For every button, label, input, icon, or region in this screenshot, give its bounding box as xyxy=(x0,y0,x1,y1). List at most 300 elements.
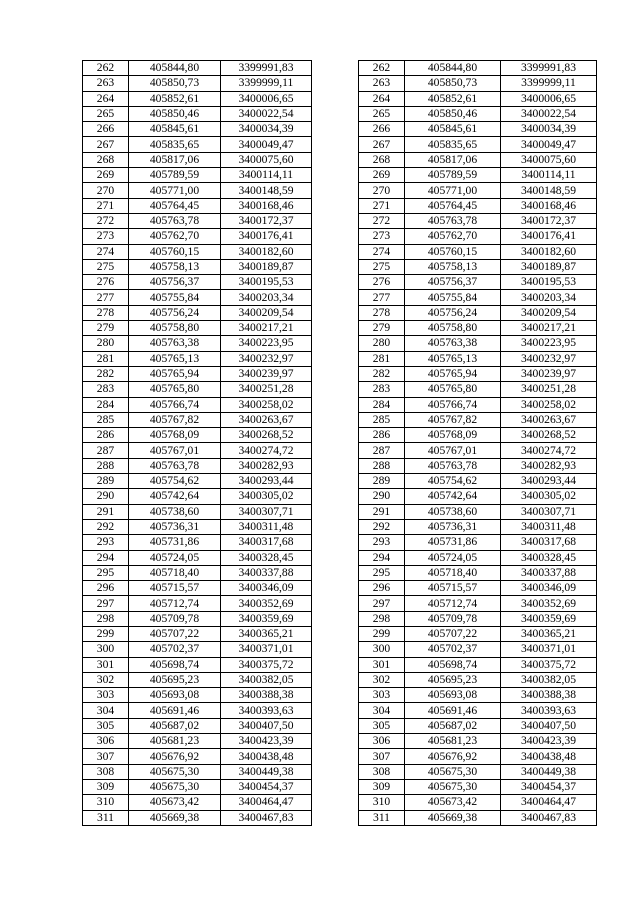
x-coordinate-cell: 405767,01 xyxy=(405,443,501,458)
point-number-cell: 285 xyxy=(359,412,405,427)
y-coordinate-cell: 3400263,67 xyxy=(221,412,312,427)
point-number-cell: 266 xyxy=(83,122,129,137)
y-coordinate-cell: 3400311,48 xyxy=(501,519,597,534)
point-number-cell: 276 xyxy=(359,275,405,290)
table-row xyxy=(83,168,597,183)
point-number-cell: 268 xyxy=(83,152,129,167)
point-number-cell: 292 xyxy=(359,519,405,534)
point-number-cell: 304 xyxy=(83,703,129,718)
y-coordinate-cell: 3400423,39 xyxy=(221,734,312,749)
point-number-cell: 287 xyxy=(359,443,405,458)
column-gap-cell xyxy=(312,351,359,366)
x-coordinate-cell: 405765,80 xyxy=(405,382,501,397)
point-number-cell: 306 xyxy=(359,734,405,749)
table-row xyxy=(83,749,597,764)
column-gap-cell xyxy=(312,596,359,611)
x-coordinate-cell: 405764,45 xyxy=(129,198,221,213)
x-coordinate-cell: 405718,40 xyxy=(129,565,221,580)
column-gap-cell xyxy=(312,61,359,76)
point-number-cell: 282 xyxy=(83,366,129,381)
point-number-cell: 267 xyxy=(83,137,129,152)
table-row xyxy=(83,718,597,733)
point-number-cell: 272 xyxy=(359,213,405,228)
point-number-cell: 311 xyxy=(359,810,405,825)
x-coordinate-cell: 405742,64 xyxy=(405,489,501,504)
x-coordinate-cell: 405675,30 xyxy=(405,779,501,794)
column-gap-cell xyxy=(312,581,359,596)
table-row xyxy=(83,351,597,366)
point-number-cell: 263 xyxy=(359,76,405,91)
table-row xyxy=(83,504,597,519)
column-gap-cell xyxy=(312,672,359,687)
point-number-cell: 287 xyxy=(83,443,129,458)
x-coordinate-cell: 405736,31 xyxy=(129,519,221,534)
point-number-cell: 301 xyxy=(83,657,129,672)
y-coordinate-cell: 3400337,88 xyxy=(501,565,597,580)
column-gap-cell xyxy=(312,611,359,626)
x-coordinate-cell: 405736,31 xyxy=(405,519,501,534)
point-number-cell: 283 xyxy=(359,382,405,397)
table-row xyxy=(83,198,597,213)
column-gap-cell xyxy=(312,626,359,641)
point-number-cell: 285 xyxy=(83,412,129,427)
y-coordinate-cell: 3400049,47 xyxy=(501,137,597,152)
point-number-cell: 295 xyxy=(359,565,405,580)
x-coordinate-cell: 405767,82 xyxy=(129,412,221,427)
point-number-cell: 293 xyxy=(83,535,129,550)
table-row xyxy=(83,152,597,167)
table-row xyxy=(83,443,597,458)
x-coordinate-cell: 405835,65 xyxy=(405,137,501,152)
point-number-cell: 273 xyxy=(359,229,405,244)
x-coordinate-cell: 405771,00 xyxy=(129,183,221,198)
point-number-cell: 300 xyxy=(359,642,405,657)
x-coordinate-cell: 405715,57 xyxy=(405,581,501,596)
point-number-cell: 279 xyxy=(83,321,129,336)
y-coordinate-cell: 3400148,59 xyxy=(221,183,312,198)
table-row xyxy=(83,734,597,749)
table-row xyxy=(83,795,597,810)
point-number-cell: 305 xyxy=(83,718,129,733)
point-number-cell: 284 xyxy=(359,397,405,412)
x-coordinate-cell: 405835,65 xyxy=(129,137,221,152)
x-coordinate-cell: 405712,74 xyxy=(405,596,501,611)
column-gap-cell xyxy=(312,458,359,473)
table-row xyxy=(83,183,597,198)
y-coordinate-cell: 3400268,52 xyxy=(221,428,312,443)
y-coordinate-cell: 3400148,59 xyxy=(501,183,597,198)
x-coordinate-cell: 405758,13 xyxy=(129,259,221,274)
x-coordinate-cell: 405756,37 xyxy=(129,275,221,290)
y-coordinate-cell: 3400346,09 xyxy=(221,581,312,596)
table-row xyxy=(83,779,597,794)
table-row xyxy=(83,137,597,152)
table-row xyxy=(83,565,597,580)
y-coordinate-cell: 3400359,69 xyxy=(501,611,597,626)
point-number-cell: 298 xyxy=(359,611,405,626)
point-number-cell: 284 xyxy=(83,397,129,412)
x-coordinate-cell: 405765,80 xyxy=(129,382,221,397)
x-coordinate-cell: 405852,61 xyxy=(405,91,501,106)
column-gap-cell xyxy=(312,412,359,427)
x-coordinate-cell: 405673,42 xyxy=(129,795,221,810)
y-coordinate-cell: 3400114,11 xyxy=(501,168,597,183)
x-coordinate-cell: 405844,80 xyxy=(405,61,501,76)
y-coordinate-cell: 3400075,60 xyxy=(501,152,597,167)
column-gap-cell xyxy=(312,229,359,244)
point-number-cell: 278 xyxy=(359,305,405,320)
column-gap-cell xyxy=(312,764,359,779)
x-coordinate-cell: 405718,40 xyxy=(405,565,501,580)
y-coordinate-cell: 3400209,54 xyxy=(221,305,312,320)
table-row xyxy=(83,535,597,550)
point-number-cell: 266 xyxy=(359,122,405,137)
y-coordinate-cell: 3400203,34 xyxy=(501,290,597,305)
x-coordinate-cell: 405762,70 xyxy=(405,229,501,244)
x-coordinate-cell: 405850,46 xyxy=(129,106,221,121)
x-coordinate-cell: 405707,22 xyxy=(405,626,501,641)
column-gap-cell xyxy=(312,443,359,458)
table-row xyxy=(83,336,597,351)
table-row xyxy=(83,703,597,718)
y-coordinate-cell: 3400305,02 xyxy=(221,489,312,504)
x-coordinate-cell: 405850,73 xyxy=(129,76,221,91)
point-number-cell: 299 xyxy=(83,626,129,641)
table-row xyxy=(83,642,597,657)
point-number-cell: 282 xyxy=(359,366,405,381)
point-number-cell: 275 xyxy=(359,259,405,274)
x-coordinate-cell: 405693,08 xyxy=(129,688,221,703)
y-coordinate-cell: 3400346,09 xyxy=(501,581,597,596)
x-coordinate-cell: 405709,78 xyxy=(129,611,221,626)
point-number-cell: 286 xyxy=(359,428,405,443)
column-gap-cell xyxy=(312,321,359,336)
x-coordinate-cell: 405698,74 xyxy=(405,657,501,672)
y-coordinate-cell: 3400268,52 xyxy=(501,428,597,443)
y-coordinate-cell: 3400195,53 xyxy=(501,275,597,290)
x-coordinate-cell: 405738,60 xyxy=(405,504,501,519)
point-number-cell: 310 xyxy=(83,795,129,810)
x-coordinate-cell: 405754,62 xyxy=(129,474,221,489)
y-coordinate-cell: 3400438,48 xyxy=(221,749,312,764)
table-row xyxy=(83,122,597,137)
x-coordinate-cell: 405691,46 xyxy=(129,703,221,718)
point-number-cell: 296 xyxy=(359,581,405,596)
x-coordinate-cell: 405844,80 xyxy=(129,61,221,76)
point-number-cell: 307 xyxy=(359,749,405,764)
point-number-cell: 280 xyxy=(359,336,405,351)
point-number-cell: 299 xyxy=(359,626,405,641)
point-number-cell: 265 xyxy=(83,106,129,121)
y-coordinate-cell: 3400217,21 xyxy=(221,321,312,336)
y-coordinate-cell: 3400423,39 xyxy=(501,734,597,749)
table-row xyxy=(83,412,597,427)
point-number-cell: 304 xyxy=(359,703,405,718)
y-coordinate-cell: 3400182,60 xyxy=(501,244,597,259)
point-number-cell: 290 xyxy=(83,489,129,504)
y-coordinate-cell: 3400274,72 xyxy=(501,443,597,458)
x-coordinate-cell: 405681,23 xyxy=(405,734,501,749)
point-number-cell: 271 xyxy=(83,198,129,213)
x-coordinate-cell: 405763,78 xyxy=(405,458,501,473)
point-number-cell: 300 xyxy=(83,642,129,657)
x-coordinate-cell: 405767,82 xyxy=(405,412,501,427)
point-number-cell: 297 xyxy=(359,596,405,611)
x-coordinate-cell: 405709,78 xyxy=(405,611,501,626)
point-number-cell: 310 xyxy=(359,795,405,810)
column-gap-cell xyxy=(312,397,359,412)
y-coordinate-cell: 3400388,38 xyxy=(221,688,312,703)
y-coordinate-cell: 3400317,68 xyxy=(221,535,312,550)
x-coordinate-cell: 405760,15 xyxy=(405,244,501,259)
y-coordinate-cell: 3400393,63 xyxy=(221,703,312,718)
y-coordinate-cell: 3400464,47 xyxy=(501,795,597,810)
y-coordinate-cell: 3400203,34 xyxy=(221,290,312,305)
point-number-cell: 274 xyxy=(359,244,405,259)
y-coordinate-cell: 3400258,02 xyxy=(501,397,597,412)
y-coordinate-cell: 3400172,37 xyxy=(221,213,312,228)
point-number-cell: 306 xyxy=(83,734,129,749)
y-coordinate-cell: 3400176,41 xyxy=(221,229,312,244)
x-coordinate-cell: 405756,37 xyxy=(405,275,501,290)
table-row xyxy=(83,382,597,397)
column-gap-cell xyxy=(312,657,359,672)
column-gap-cell xyxy=(312,122,359,137)
x-coordinate-cell: 405763,78 xyxy=(129,213,221,228)
x-coordinate-cell: 405712,74 xyxy=(129,596,221,611)
x-coordinate-cell: 405850,46 xyxy=(405,106,501,121)
x-coordinate-cell: 405789,59 xyxy=(129,168,221,183)
x-coordinate-cell: 405756,24 xyxy=(405,305,501,320)
x-coordinate-cell: 405758,13 xyxy=(405,259,501,274)
x-coordinate-cell: 405850,73 xyxy=(405,76,501,91)
column-gap-cell xyxy=(312,91,359,106)
x-coordinate-cell: 405754,62 xyxy=(405,474,501,489)
x-coordinate-cell: 405707,22 xyxy=(129,626,221,641)
y-coordinate-cell: 3400407,50 xyxy=(501,718,597,733)
y-coordinate-cell: 3400263,67 xyxy=(501,412,597,427)
x-coordinate-cell: 405756,24 xyxy=(129,305,221,320)
column-gap-cell xyxy=(312,152,359,167)
table-row xyxy=(83,61,597,76)
y-coordinate-cell: 3400382,05 xyxy=(501,672,597,687)
x-coordinate-cell: 405731,86 xyxy=(129,535,221,550)
column-gap-cell xyxy=(312,305,359,320)
column-gap-cell xyxy=(312,535,359,550)
column-gap-cell xyxy=(312,428,359,443)
y-coordinate-cell: 3400371,01 xyxy=(221,642,312,657)
y-coordinate-cell: 3400282,93 xyxy=(501,458,597,473)
point-number-cell: 302 xyxy=(359,672,405,687)
y-coordinate-cell: 3400168,46 xyxy=(221,198,312,213)
y-coordinate-cell: 3400075,60 xyxy=(221,152,312,167)
y-coordinate-cell: 3400176,41 xyxy=(501,229,597,244)
x-coordinate-cell: 405758,80 xyxy=(129,321,221,336)
table-row xyxy=(83,213,597,228)
point-number-cell: 264 xyxy=(83,91,129,106)
y-coordinate-cell: 3400022,54 xyxy=(221,106,312,121)
x-coordinate-cell: 405693,08 xyxy=(405,688,501,703)
x-coordinate-cell: 405817,06 xyxy=(405,152,501,167)
x-coordinate-cell: 405715,57 xyxy=(129,581,221,596)
y-coordinate-cell: 3400293,44 xyxy=(221,474,312,489)
y-coordinate-cell: 3400375,72 xyxy=(501,657,597,672)
x-coordinate-cell: 405669,38 xyxy=(129,810,221,825)
point-number-cell: 262 xyxy=(83,61,129,76)
point-number-cell: 302 xyxy=(83,672,129,687)
x-coordinate-cell: 405766,74 xyxy=(129,397,221,412)
x-coordinate-cell: 405695,23 xyxy=(405,672,501,687)
point-number-cell: 305 xyxy=(359,718,405,733)
y-coordinate-cell: 3400365,21 xyxy=(221,626,312,641)
y-coordinate-cell: 3400438,48 xyxy=(501,749,597,764)
x-coordinate-cell: 405758,80 xyxy=(405,321,501,336)
table-row xyxy=(83,764,597,779)
x-coordinate-cell: 405755,84 xyxy=(129,290,221,305)
x-coordinate-cell: 405742,64 xyxy=(129,489,221,504)
table-row xyxy=(83,657,597,672)
x-coordinate-cell: 405755,84 xyxy=(405,290,501,305)
x-coordinate-cell: 405765,94 xyxy=(129,366,221,381)
point-number-cell: 301 xyxy=(359,657,405,672)
column-gap-cell xyxy=(312,550,359,565)
column-gap-cell xyxy=(312,703,359,718)
y-coordinate-cell: 3400282,93 xyxy=(221,458,312,473)
point-number-cell: 309 xyxy=(359,779,405,794)
x-coordinate-cell: 405763,78 xyxy=(129,458,221,473)
x-coordinate-cell: 405768,09 xyxy=(405,428,501,443)
point-number-cell: 308 xyxy=(83,764,129,779)
point-number-cell: 293 xyxy=(359,535,405,550)
y-coordinate-cell: 3400232,97 xyxy=(501,351,597,366)
x-coordinate-cell: 405687,02 xyxy=(129,718,221,733)
point-number-cell: 262 xyxy=(359,61,405,76)
x-coordinate-cell: 405771,00 xyxy=(405,183,501,198)
point-number-cell: 277 xyxy=(359,290,405,305)
column-gap-cell xyxy=(312,336,359,351)
x-coordinate-cell: 405789,59 xyxy=(405,168,501,183)
y-coordinate-cell: 3400114,11 xyxy=(221,168,312,183)
column-gap-cell xyxy=(312,106,359,121)
point-number-cell: 292 xyxy=(83,519,129,534)
column-gap-cell xyxy=(312,137,359,152)
x-coordinate-cell: 405731,86 xyxy=(405,535,501,550)
point-number-cell: 264 xyxy=(359,91,405,106)
y-coordinate-cell: 3400034,39 xyxy=(221,122,312,137)
column-gap-cell xyxy=(312,565,359,580)
table-row xyxy=(83,428,597,443)
point-number-cell: 283 xyxy=(83,382,129,397)
point-number-cell: 296 xyxy=(83,581,129,596)
point-number-cell: 288 xyxy=(83,458,129,473)
y-coordinate-cell: 3400467,83 xyxy=(501,810,597,825)
column-gap-cell xyxy=(312,275,359,290)
y-coordinate-cell: 3400449,38 xyxy=(221,764,312,779)
table-row xyxy=(83,474,597,489)
table-row xyxy=(83,810,597,825)
table-row xyxy=(83,489,597,504)
table-row xyxy=(83,106,597,121)
y-coordinate-cell: 3400217,21 xyxy=(501,321,597,336)
point-number-cell: 303 xyxy=(83,688,129,703)
point-number-cell: 270 xyxy=(83,183,129,198)
column-gap-cell xyxy=(312,259,359,274)
y-coordinate-cell: 3400337,88 xyxy=(221,565,312,580)
x-coordinate-cell: 405763,78 xyxy=(405,213,501,228)
y-coordinate-cell: 3400388,38 xyxy=(501,688,597,703)
column-gap-cell xyxy=(312,504,359,519)
column-gap-cell xyxy=(312,642,359,657)
y-coordinate-cell: 3400239,97 xyxy=(221,366,312,381)
table-row xyxy=(83,397,597,412)
column-gap-cell xyxy=(312,198,359,213)
table-row xyxy=(83,688,597,703)
x-coordinate-cell: 405760,15 xyxy=(129,244,221,259)
y-coordinate-cell: 3400251,28 xyxy=(221,382,312,397)
table-row xyxy=(83,91,597,106)
x-coordinate-cell: 405687,02 xyxy=(405,718,501,733)
x-coordinate-cell: 405681,23 xyxy=(129,734,221,749)
x-coordinate-cell: 405691,46 xyxy=(405,703,501,718)
table-row xyxy=(83,519,597,534)
coordinates-table xyxy=(82,60,597,826)
column-gap-cell xyxy=(312,718,359,733)
point-number-cell: 280 xyxy=(83,336,129,351)
y-coordinate-cell: 3399991,83 xyxy=(221,61,312,76)
column-gap-cell xyxy=(312,213,359,228)
x-coordinate-cell: 405766,74 xyxy=(405,397,501,412)
x-coordinate-cell: 405764,45 xyxy=(405,198,501,213)
column-gap-cell xyxy=(312,779,359,794)
x-coordinate-cell: 405702,37 xyxy=(129,642,221,657)
x-coordinate-cell: 405673,42 xyxy=(405,795,501,810)
point-number-cell: 270 xyxy=(359,183,405,198)
y-coordinate-cell: 3400393,63 xyxy=(501,703,597,718)
point-number-cell: 272 xyxy=(83,213,129,228)
x-coordinate-cell: 405675,30 xyxy=(129,764,221,779)
column-gap-cell xyxy=(312,474,359,489)
point-number-cell: 307 xyxy=(83,749,129,764)
y-coordinate-cell: 3400305,02 xyxy=(501,489,597,504)
point-number-cell: 276 xyxy=(83,275,129,290)
column-gap-cell xyxy=(312,244,359,259)
x-coordinate-cell: 405763,38 xyxy=(129,336,221,351)
point-number-cell: 286 xyxy=(83,428,129,443)
y-coordinate-cell: 3400189,87 xyxy=(221,259,312,274)
y-coordinate-cell: 3400407,50 xyxy=(221,718,312,733)
point-number-cell: 303 xyxy=(359,688,405,703)
table-row xyxy=(83,290,597,305)
table-row xyxy=(83,244,597,259)
x-coordinate-cell: 405763,38 xyxy=(405,336,501,351)
column-gap-cell xyxy=(312,489,359,504)
y-coordinate-cell: 3400209,54 xyxy=(501,305,597,320)
column-gap-cell xyxy=(312,519,359,534)
y-coordinate-cell: 3400454,37 xyxy=(501,779,597,794)
y-coordinate-cell: 3400034,39 xyxy=(501,122,597,137)
x-coordinate-cell: 405724,05 xyxy=(405,550,501,565)
y-coordinate-cell: 3400239,97 xyxy=(501,366,597,381)
y-coordinate-cell: 3400195,53 xyxy=(221,275,312,290)
x-coordinate-cell: 405767,01 xyxy=(129,443,221,458)
point-number-cell: 289 xyxy=(359,474,405,489)
x-coordinate-cell: 405675,30 xyxy=(405,764,501,779)
column-gap-cell xyxy=(312,290,359,305)
point-number-cell: 271 xyxy=(359,198,405,213)
y-coordinate-cell: 3400258,02 xyxy=(221,397,312,412)
y-coordinate-cell: 3400172,37 xyxy=(501,213,597,228)
y-coordinate-cell: 3400307,71 xyxy=(501,504,597,519)
